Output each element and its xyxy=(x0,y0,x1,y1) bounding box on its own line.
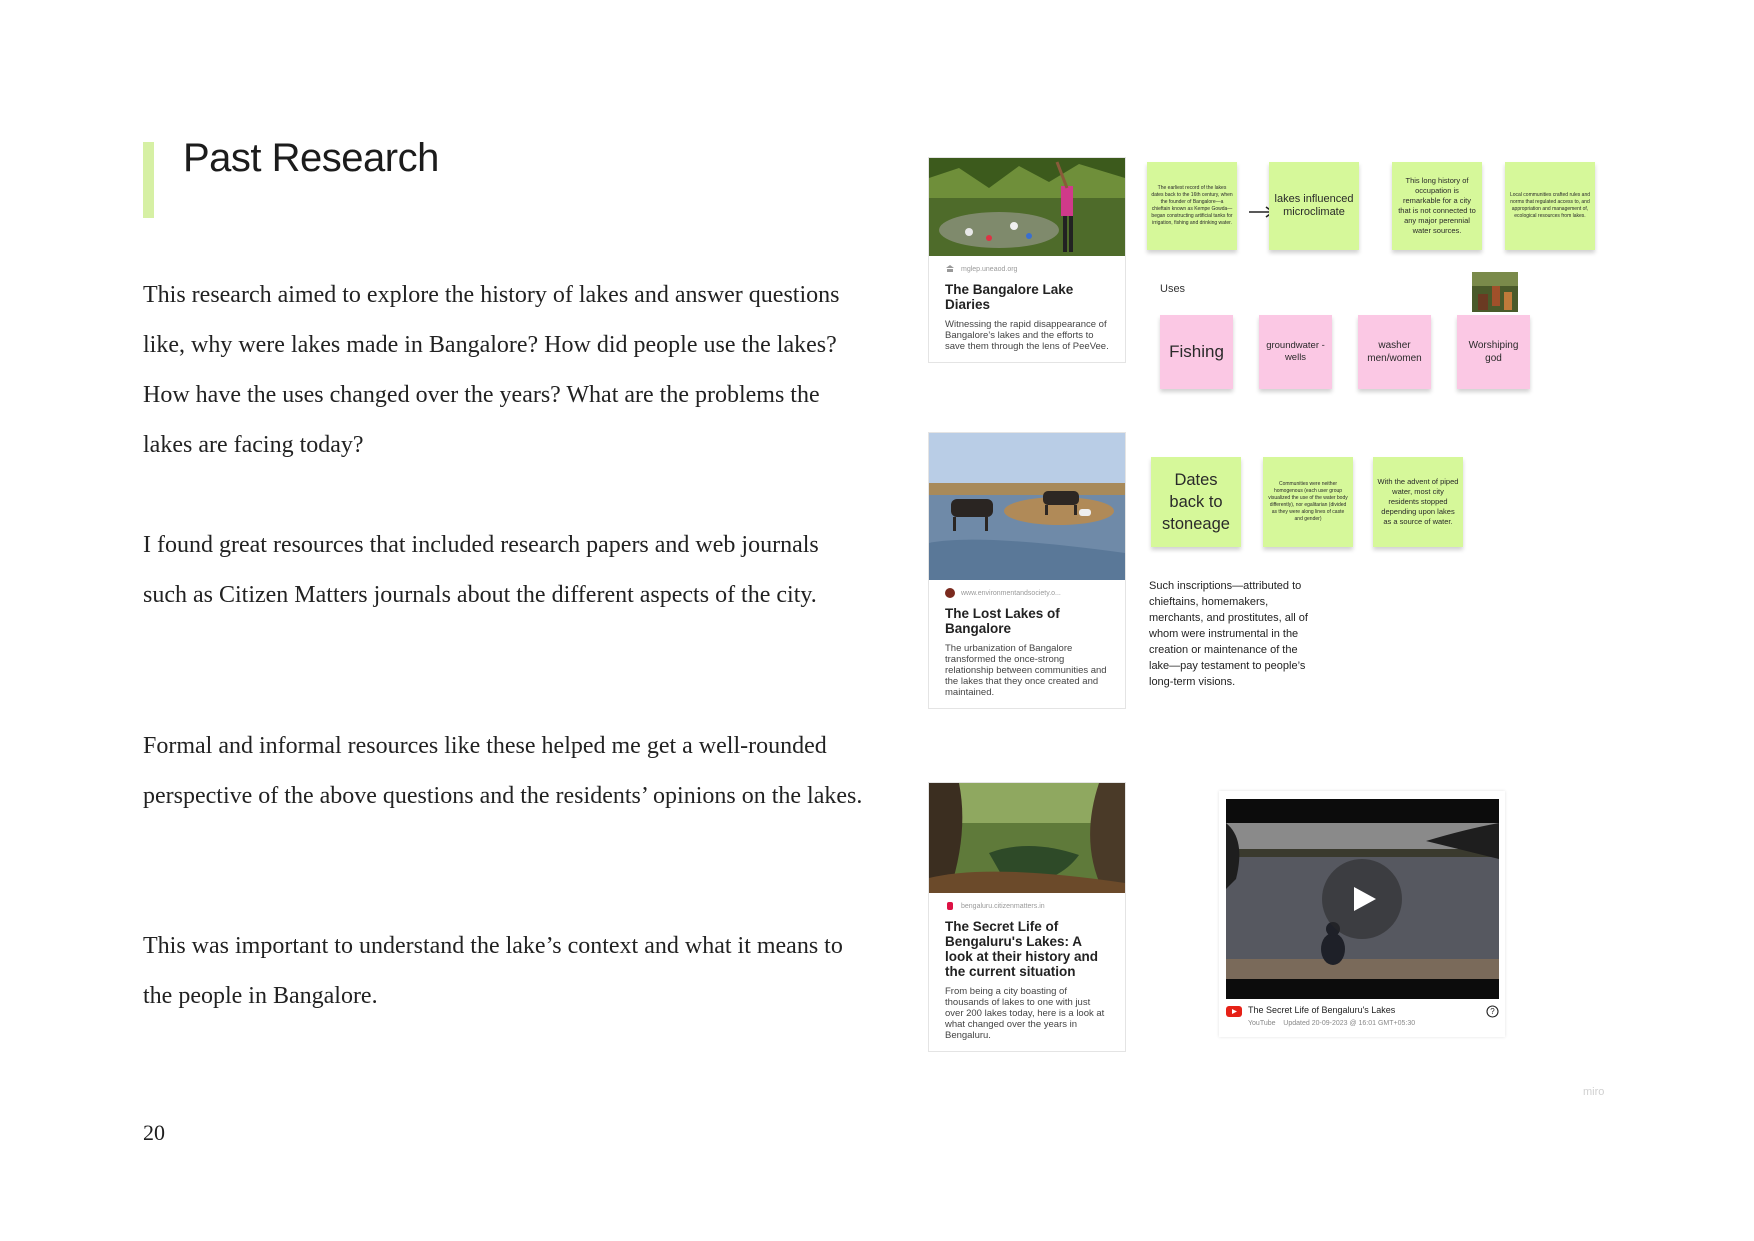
inscription-note: Such inscriptions—attributed to chieftains, homemakers, merchants, and prostitutes, all of whom were instrumental in the creation or maintenance of the lake—pay testament to people’s long-term visions. xyxy=(1149,580,1308,688)
video-thumbnail[interactable] xyxy=(1226,799,1499,999)
paragraph-intro: This research aimed to explore the history of lakes and answer questions like, why were lakes made in Bangalore? How did people use the lakes? How have the uses changed over the years? What are the problems the lakes are facing today? xyxy=(143,282,840,458)
uses-label: Uses xyxy=(1160,283,1186,295)
site-logo-icon xyxy=(945,588,955,598)
article-description: Witnessing the rapid disappearance of Bangalore’s lakes and the efforts to save them through the lens of PeeVee. xyxy=(945,319,1109,352)
article-title: The Bangalore Lake Diaries xyxy=(945,282,1074,312)
article-card-secret-life[interactable] xyxy=(928,782,1126,1052)
institution-icon xyxy=(945,264,955,274)
article-source: www.environmentandsociety.o... xyxy=(929,580,1125,598)
article-source: bengaluru.citizenmatters.in xyxy=(929,893,1125,911)
svg-text:?: ? xyxy=(1490,1007,1495,1017)
paragraph-resources: I found great resources that included research papers and web journals such as Citizen Matters journals about the different aspects of the city. xyxy=(143,532,819,608)
sticky-note-piped-water[interactable]: With the advent of piped water, most city residents stopped depending upon lakes as a source of water. xyxy=(1373,457,1463,547)
sticky-note-washer[interactable]: washer men/women xyxy=(1358,315,1431,389)
help-icon[interactable] xyxy=(1486,1005,1499,1018)
article-source: mglep.uneaod.org xyxy=(929,256,1125,274)
article-card-lost-lakes[interactable] xyxy=(928,432,1126,709)
article-thumbnail xyxy=(929,433,1125,580)
video-updated: Updated 20-09-2023 @ 16:01 GMT+05:30 xyxy=(1283,1020,1416,1027)
worship-photo xyxy=(1472,272,1518,312)
article-card-lake-diaries[interactable] xyxy=(928,157,1126,363)
video-meta xyxy=(1226,1003,1499,1033)
video-card[interactable] xyxy=(1219,791,1505,1037)
sticky-note-fishing[interactable]: Fishing xyxy=(1160,315,1233,389)
page-title: Past Research xyxy=(183,136,439,180)
sticky-note-long-history[interactable]: This long history of occupation is remarkable for a city that is not connected to any major perennial water sources. xyxy=(1392,162,1482,250)
youtube-icon xyxy=(1226,1006,1242,1017)
video-platform: YouTube xyxy=(1248,1020,1276,1027)
miro-watermark: miro xyxy=(1583,1086,1605,1098)
article-title: The Secret Life of Bengaluru's Lakes: A look at their history and the current situation xyxy=(945,919,1099,979)
article-description: From being a city boasting of thousands of lakes to one with just over 200 lakes today, here is a look at what changed over the years in Bengaluru. xyxy=(945,986,1105,1041)
sticky-note-communities[interactable]: Communities were neither homogenous (each user group visualized the use of the water body differently), nor egalitarian (divided as they were along lines of caste and gender) xyxy=(1263,457,1353,547)
article-description: The urbanization of Bangalore transformed the once-strong relationship between communities and the lakes that they once created and maintained. xyxy=(945,643,1107,698)
video-subtitle xyxy=(1248,1020,1415,1027)
sticky-note-history[interactable]: The earliest record of the lakes dates back to the 16th century, when the founder of Bangalore—a chieftain known as Kempe Gowda—began constructing artificial tanks for irrigation, fishing and drinking water. xyxy=(1147,162,1237,250)
paragraph-context: This was important to understand the lake’s context and what it means to the people in Bangalore. xyxy=(143,933,843,1009)
sticky-note-dates-back[interactable]: Dates back to stoneage xyxy=(1151,457,1241,547)
site-logo-icon xyxy=(945,901,955,911)
article-thumbnail xyxy=(929,158,1125,256)
sticky-note-worshiping[interactable]: Worshiping god xyxy=(1457,315,1530,389)
sticky-note-microclimate[interactable]: lakes influenced microclimate xyxy=(1269,162,1359,250)
sticky-note-local-communities[interactable]: Local communities crafted rules and norms that regulated access to, and appropriation and management of, ecological resources from lakes. xyxy=(1505,162,1595,250)
title-accent-bar xyxy=(143,142,154,218)
video-title: The Secret Life of Bengaluru's Lakes xyxy=(1248,1005,1396,1015)
page-number: 20 xyxy=(143,1120,165,1145)
article-title: The Lost Lakes of Bangalore xyxy=(945,606,1060,636)
article-thumbnail xyxy=(929,783,1125,893)
sticky-note-groundwater[interactable]: groundwater - wells xyxy=(1259,315,1332,389)
paragraph-perspective: Formal and informal resources like these helped me get a well-rounded perspective of the above questions and the residents’ opinions on the lakes. xyxy=(143,733,863,809)
